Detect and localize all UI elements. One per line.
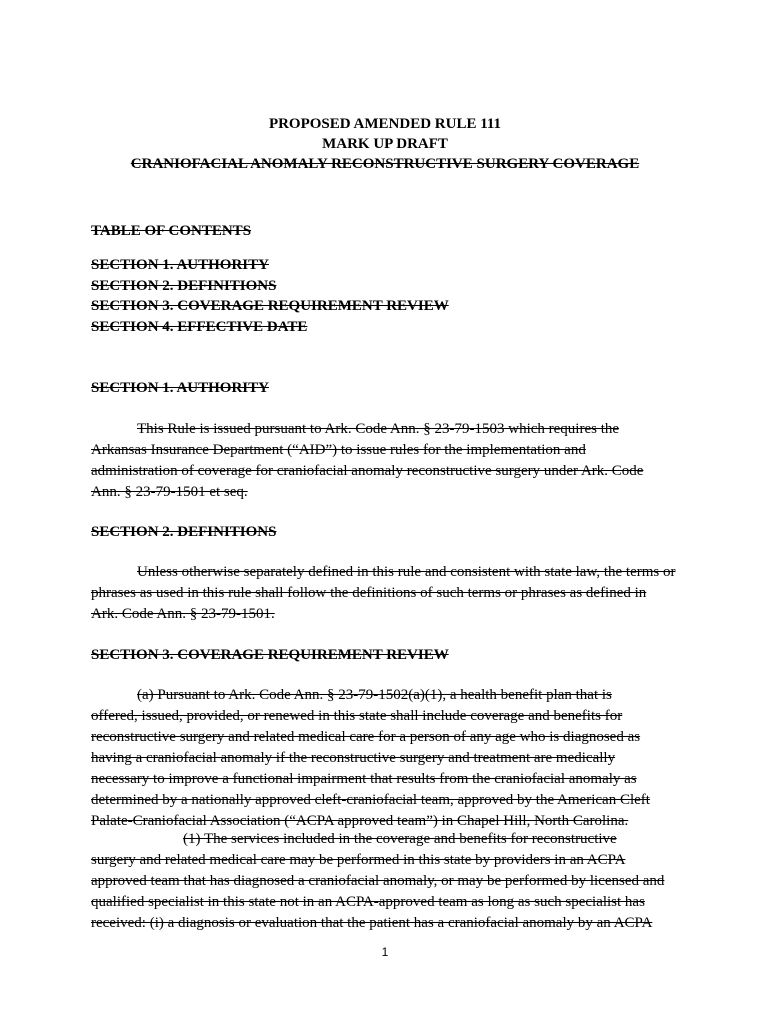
section1-paragraph <box>91 419 681 503</box>
paragraph-line: (a) Pursuant to Ark. Code Ann. § 23-79-1502(a)(1), a health benefit plan that is <box>137 687 612 703</box>
header-draft-label: MARK UP DRAFT <box>322 136 448 152</box>
paragraph-line: Arkansas Insurance Department (“AID”) to issue rules for the implementation and <box>91 442 586 458</box>
section3-paragraph-a <box>91 685 681 832</box>
toc-title: TABLE OF CONTENTS <box>91 223 252 239</box>
table-of-contents <box>91 255 449 337</box>
paragraph-line: Ann. § 23-79-1501 et seq. <box>91 484 248 500</box>
paragraph-line: qualified specialist in this state not in an ACPA-approved team as long as such specialist has <box>91 894 645 910</box>
header-rule-title: PROPOSED AMENDED RULE 111 <box>268 116 502 132</box>
section3-heading: SECTION 3. COVERAGE REQUIREMENT REVIEW <box>91 647 449 663</box>
header-rule-subject: CRANIOFACIAL ANOMALY RECONSTRUCTIVE SURGERY COVERAGE <box>130 156 640 172</box>
paragraph-line: reconstructive surgery and related medical care for a person of any age who is diagnosed as <box>91 729 641 745</box>
section3-paragraph-1 <box>91 829 681 934</box>
paragraph-line: surgery and related medical care may be performed in this state by providers in an ACPA <box>91 852 626 868</box>
paragraph-line: Palate-Craniofacial Association (“ACPA approved team”) in Chapel Hill, North Carolina. <box>91 813 629 829</box>
section2-paragraph <box>91 562 681 625</box>
paragraph-line: phrases as used in this rule shall follow the definitions of such terms or phrases as defined in <box>91 585 647 601</box>
page-number: 1 <box>381 945 389 959</box>
toc-item: SECTION 3. COVERAGE REQUIREMENT REVIEW <box>91 298 449 314</box>
paragraph-line: having a craniofacial anomaly if the reconstructive surgery and treatment are medically <box>91 750 616 766</box>
paragraph-line: offered, issued, provided, or renewed in this state shall include coverage and benefits for <box>91 708 623 724</box>
paragraph-line: administration of coverage for craniofacial anomaly reconstructive surgery under Ark. Code <box>91 463 644 479</box>
toc-item: SECTION 2. DEFINITIONS <box>91 277 277 294</box>
paragraph-line: received: (i) a diagnosis or evaluation that the patient has a craniofacial anomaly by an ACPA <box>91 915 653 931</box>
paragraph-line: This Rule is issued pursuant to Ark. Code Ann. § 23-79-1503 which requires the <box>137 421 620 437</box>
toc-item: SECTION 1. AUTHORITY <box>91 257 269 273</box>
section2-heading: SECTION 2. DEFINITIONS <box>91 524 277 540</box>
paragraph-line: determined by a nationally approved cleft-craniofacial team, approved by the American Cleft <box>91 792 650 808</box>
paragraph-line: (1) The services included in the coverage and benefits for reconstructive <box>183 831 617 847</box>
paragraph-line: necessary to improve a functional impairment that results from the craniofacial anomaly as <box>91 771 637 787</box>
section1-heading: SECTION 1. AUTHORITY <box>91 380 269 396</box>
paragraph-line: approved team that has diagnosed a craniofacial anomaly, or may be performed by licensed and <box>91 873 665 889</box>
paragraph-line: Unless otherwise separately defined in this rule and consistent with state law, the terms or <box>137 564 676 580</box>
toc-item: SECTION 4. EFFECTIVE DATE <box>91 318 308 335</box>
document-header <box>0 114 770 174</box>
paragraph-line: Ark. Code Ann. § 23-79-1501. <box>91 606 275 622</box>
